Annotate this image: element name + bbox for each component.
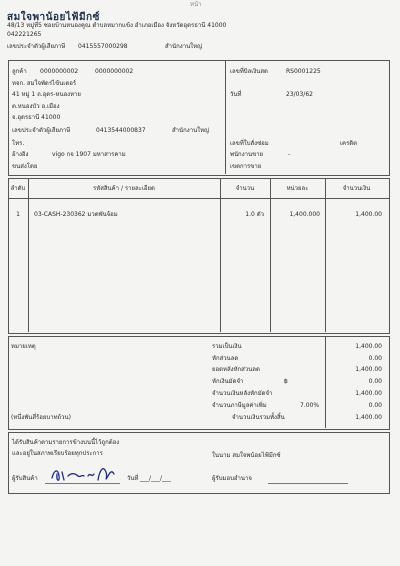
total-label-discount: หักส่วนลด [212, 355, 239, 362]
header-amount: จำนวนเงิน [342, 185, 371, 192]
header-qty: จำนวน [235, 185, 255, 192]
customer-code-label: ลูกค้า [12, 68, 27, 75]
company-name: สมใจพาน้อยไฟ้มีกซ์ [7, 12, 100, 23]
row-amount: 1,400.00 [355, 211, 382, 218]
total-label-after-discount: ยอดหลังหักส่วนลด [212, 366, 260, 373]
col-line-3 [270, 178, 271, 332]
company-phone: 042221265 [7, 31, 42, 38]
row-qty: 1.0 ตัว [245, 211, 264, 218]
amount-words: (หนึ่งพันสี่ร้อยบาทถ้วน) [11, 414, 71, 421]
total-value-subtotal: 1,400.00 [355, 343, 382, 350]
customer-tax-id: 0413544000837 [96, 127, 146, 134]
page-mark: หน้า [190, 1, 202, 8]
remark-label: หมายเหตุ [11, 343, 36, 350]
doc-no-label: เลขที่บิลเงินสด [230, 68, 268, 75]
received-note-2: และอยู่ในสภาพเรียบร้อยทุกประการ [12, 450, 103, 457]
doc-salesman: - [288, 151, 291, 158]
total-value-discount: 0.00 [368, 355, 382, 362]
receiver-date-blank: ___/___/___ [140, 475, 172, 482]
row-desc: 03-CASH-230362 มวดพันจ้อม [34, 211, 118, 218]
total-value-deposit: 0.00 [368, 378, 382, 385]
row-unit-price: 1,400.000 [289, 211, 320, 218]
total-label-subtotal: รวมเป็นเงิน [212, 343, 242, 350]
doc-zone-label: เขตการขาย [230, 163, 262, 170]
company-branch: สำนักงานใหญ่ [165, 43, 203, 50]
receiver-label: ผู้รับสินค้า [12, 475, 38, 482]
col-line-1 [28, 178, 29, 332]
total-label-deposit: หักเงินมัดจำ [212, 378, 244, 385]
col-line-4 [325, 178, 326, 332]
authorized-line [268, 483, 348, 484]
row-no: 1 [16, 211, 20, 218]
received-note-1: ได้รับสินค้าตามรายการข้างบนนี้ไว้ถูกต้อง [12, 439, 120, 446]
header-unit-price: หน่วยละ [286, 185, 309, 192]
items-header-line [8, 198, 389, 199]
doc-no: RS0001225 [286, 68, 321, 75]
company-address: 48/13 หมู่ที่5 ซอยบ้านหนองคูณ ตำบลหมากแข้ง อำเภอเมือง จังหวัดอุดรธานี 41000 [7, 22, 227, 29]
authorized-label: ผู้รับมอบอำนาจ [212, 475, 252, 482]
receiver-signature-icon [48, 462, 120, 486]
customer-name: หจก. สมใจพัดร่ไข้นเตอร์ [12, 80, 77, 87]
customer-branch: สำนักงานใหญ่ [172, 127, 210, 134]
customer-code: 0000000002 [40, 68, 79, 75]
header-no: ลำดับ [10, 185, 26, 192]
customer-address-1: 41 หมู่ 1 ถ.อุดร-หนองหาย [12, 91, 81, 98]
total-deposit-unit: ฿ [284, 378, 288, 385]
customer-ship-label: ขนส่งโดย [12, 163, 38, 170]
total-value-after-deposit: 1,400.00 [355, 390, 382, 397]
company-tax-label: เลขประจำตัวผู้เสียภาษี [7, 43, 66, 50]
doc-po-label: เลขที่ใบสั่งซ่อม [230, 140, 269, 147]
customer-ref-value: vigo กจ 1907 มหาสารคาม [52, 151, 126, 158]
items-table [8, 178, 390, 334]
total-value-vat: 0.00 [368, 402, 382, 409]
total-label-vat: จำนวนภาษีมูลค่าเพิ่ม [212, 402, 267, 409]
on-behalf: ในนาม สมใจพน้อยไฟ้มีกซ์ [212, 452, 281, 459]
total-value-after-discount: 1,400.00 [355, 366, 382, 373]
total-label-after-deposit: จำนวนเงินหลังหักมัดจำ [212, 390, 273, 397]
total-vat-rate: 7.00% [300, 402, 320, 409]
customer-divider [225, 60, 226, 174]
col-line-2 [220, 178, 221, 332]
customer-ref-label: อ้างอิง [12, 151, 29, 158]
receiver-date-label: วันที่ [127, 475, 139, 482]
doc-date-label: วันที่ [230, 91, 242, 98]
doc-credit-label: เครดิต [340, 140, 358, 147]
customer-address-3: จ.อุดรธานี 41000 [12, 114, 61, 121]
header-desc: รหัสสินค้า / รายละเอียด [93, 185, 155, 192]
total-value-grand: 1,400.00 [355, 414, 382, 421]
customer-phone-label: โทร. [12, 140, 25, 147]
doc-date: 23/03/62 [286, 91, 313, 98]
doc-salesman-label: พนักงานขาย [230, 151, 264, 158]
total-label-grand: จำนวนเงินรวมทั้งสิ้น [232, 414, 285, 421]
company-tax-id: 0415557000298 [78, 43, 128, 50]
customer-address-2: ต.หนองบัว อ.เมือง [12, 103, 60, 110]
customer-tax-label: เลขประจำตัวผู้เสียภาษี [12, 127, 71, 134]
customer-code-2: 0000000002 [95, 68, 134, 75]
